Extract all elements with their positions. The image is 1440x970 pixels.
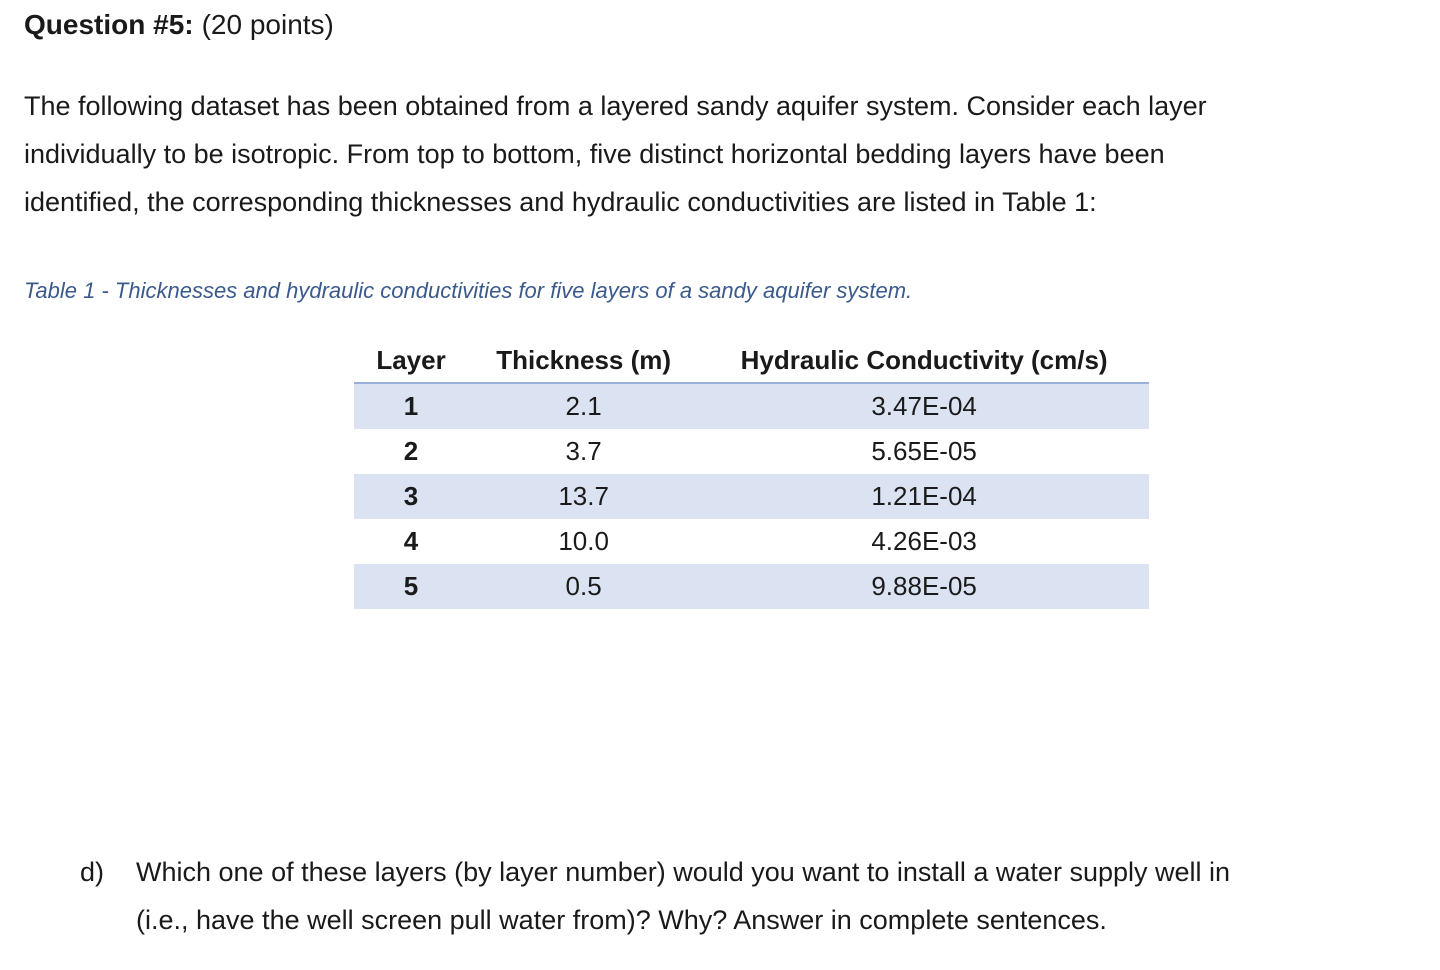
part-d-label: d) — [80, 857, 105, 887]
question-number: Question #5: — [24, 9, 194, 40]
cell-thickness: 3.7 — [565, 436, 602, 466]
intro-line: The following dataset has been obtained from a layered sandy aquifer system. Consider each layer — [24, 91, 1207, 121]
cell-thickness: 2.1 — [468, 383, 699, 429]
cell-layer: 3 — [354, 474, 468, 519]
cell-conductivity: 9.88E-05 — [699, 564, 1149, 609]
intro-line: individually to be isotropic. From top to bottom, five distinct horizontal bedding layers have been — [24, 139, 1165, 169]
part-d-text — [136, 848, 1230, 944]
part-d-line: (i.e., have the well screen pull water from)? Why? Answer in complete sentences. — [136, 905, 1107, 935]
cell-thickness: 0.5 — [468, 564, 699, 609]
table-caption: Table 1 - Thicknesses and hydraulic conductivities for five layers of a sandy aquifer system. — [24, 278, 913, 303]
intro-paragraph — [24, 82, 1424, 226]
question-points: (20 points) — [201, 9, 334, 40]
intro-line: identified, the corresponding thicknesses and hydraulic conductivities are listed in Table 1: — [24, 187, 1097, 217]
cell-layer: 2 — [403, 436, 419, 466]
table-row — [354, 474, 1149, 519]
cell-layer: 1 — [354, 383, 468, 429]
header-layer: Layer — [354, 338, 468, 383]
cell-thickness: 10.0 — [558, 526, 609, 556]
cell-conductivity: 1.21E-04 — [699, 474, 1149, 519]
table-row — [354, 519, 1149, 564]
table-row — [354, 564, 1149, 609]
header-thickness: Thickness (m) — [468, 338, 699, 383]
table-header-row — [354, 338, 1149, 383]
layer-data-table — [354, 338, 1149, 609]
cell-conductivity: 5.65E-05 — [871, 436, 977, 466]
cell-layer: 4 — [403, 526, 419, 556]
cell-layer: 5 — [354, 564, 468, 609]
table-row — [354, 383, 1149, 429]
cell-conductivity: 4.26E-03 — [871, 526, 977, 556]
question-header — [24, 8, 334, 42]
header-conductivity: Hydraulic Conductivity (cm/s) — [699, 338, 1149, 383]
part-d-line: Which one of these layers (by layer number) would you want to install a water supply well in — [136, 857, 1231, 887]
cell-conductivity: 3.47E-04 — [699, 383, 1149, 429]
cell-thickness: 13.7 — [468, 474, 699, 519]
table-row — [354, 429, 1149, 474]
